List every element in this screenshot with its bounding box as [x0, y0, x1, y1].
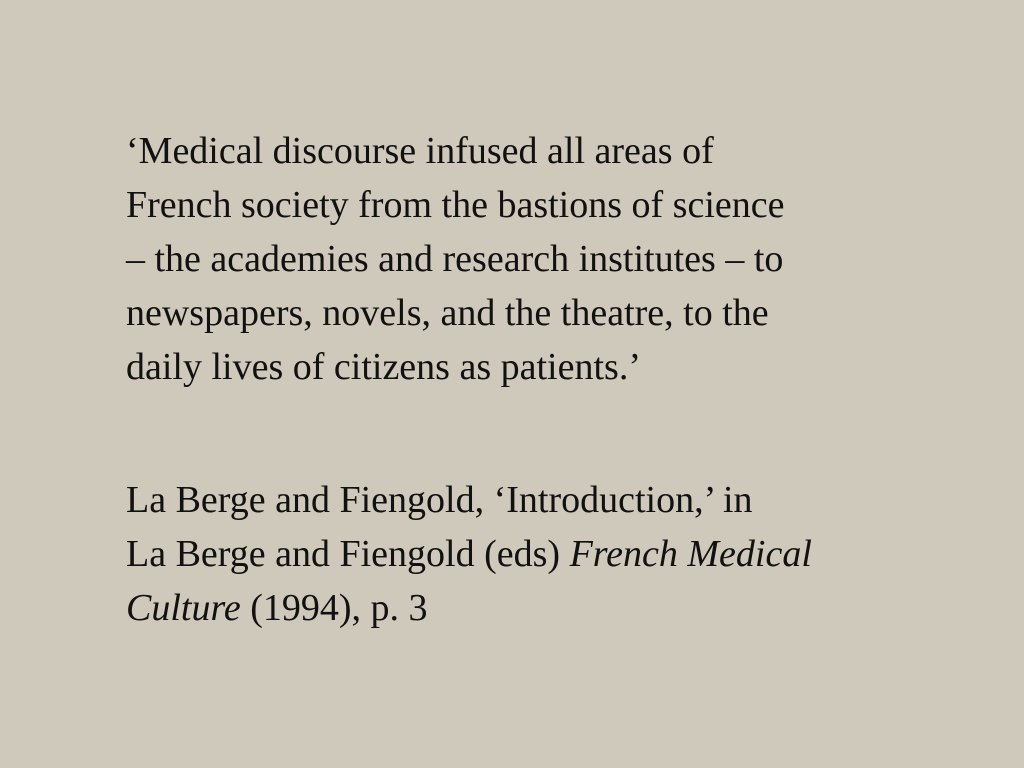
citation-year-page: (1994), p. 3 [240, 587, 428, 629]
citation-line: La Berge and Fiengold, ‘Introduction,’ in [126, 479, 753, 521]
citation-line [126, 581, 956, 635]
citation-book-title: French Medical [569, 533, 812, 575]
citation-book-title-end: Culture [126, 587, 241, 629]
quote-line: – the academies and research institutes – to [126, 238, 784, 280]
quote-line: daily lives of citizens as patients.’ [126, 346, 641, 388]
citation-line [126, 527, 956, 581]
quote-line: newspapers, novels, and the theatre, to the [126, 292, 769, 334]
quote-line: French society from the bastions of science [126, 184, 785, 226]
quotation [126, 124, 956, 394]
citation-editors: La Berge and Fiengold (eds) [126, 533, 570, 575]
citation [126, 473, 956, 635]
quote-line: ‘Medical discourse infused all areas of [126, 130, 714, 172]
